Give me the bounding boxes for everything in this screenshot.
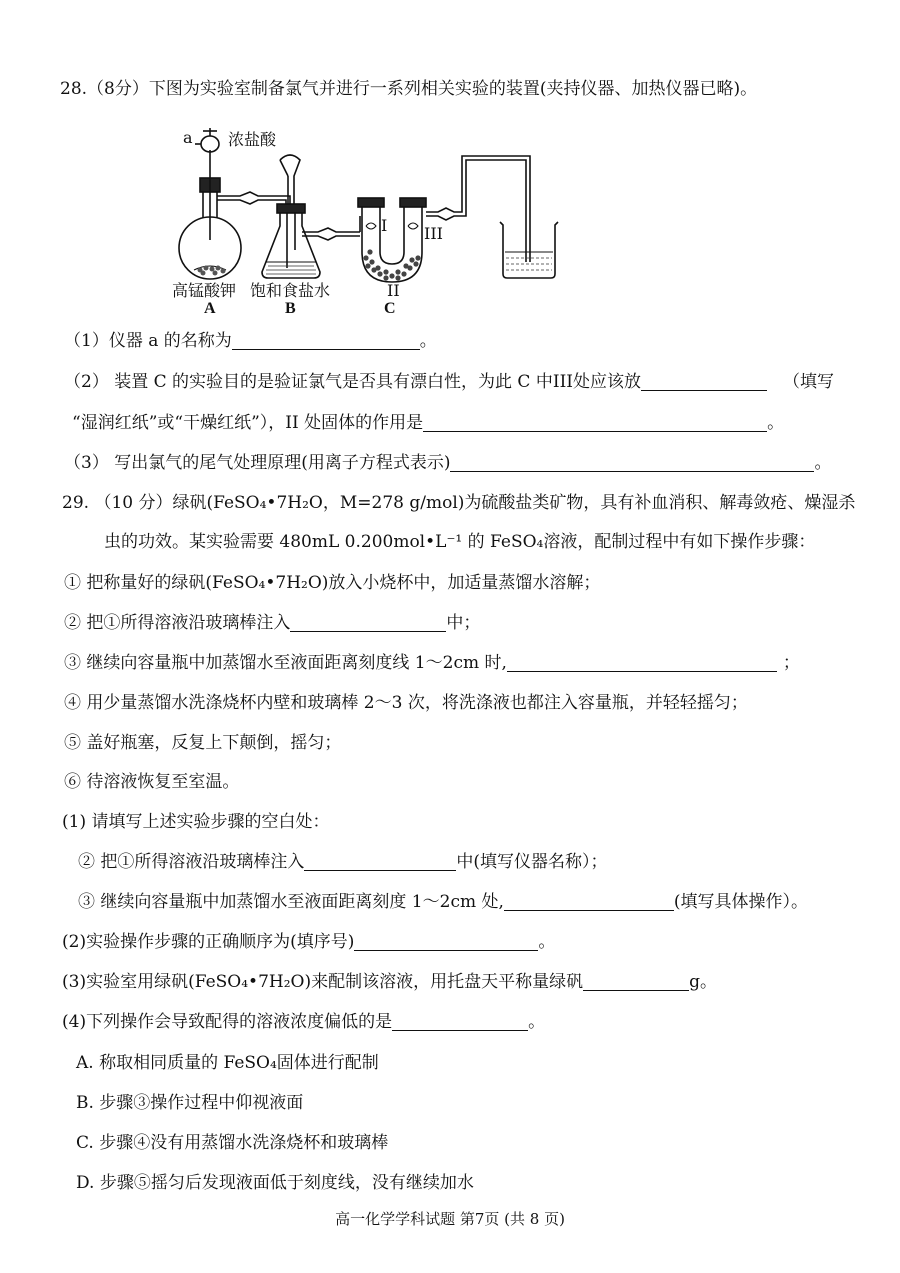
u-tube-c-icon [358,198,426,282]
q29-option-a: A. 称取相同质量的 FeSO₄固体进行配制 [76,1053,379,1073]
q29-option-d: D. 步骤⑤摇匀后发现液面低于刻度线，没有继续加水 [76,1173,474,1193]
q28-p2a-end: （填写 [783,372,834,392]
label-C: C [384,300,396,317]
q29-q4 [62,1011,545,1033]
q28-p1-text: （1）仪器 a 的名称为 [64,331,232,351]
label-a: a [183,128,193,147]
apparatus-diagram [0,0,900,330]
q29-q1a-blank[interactable] [304,852,456,871]
q29-q1a-text: ② 把①所得溶液沿玻璃棒注入 [78,852,305,872]
q28-p2a-text: （2） 装置 C 的实验目的是验证氯气是否具有漂白性，为此 C 中III处应该放 [64,372,641,392]
q28-p3-text: （3） 写出氯气的尾气处理原理(用离子方程式表示) [64,453,451,473]
q29-step2-blank[interactable] [290,613,446,632]
label-A: A [204,300,216,317]
q29-q2-end: 。 [538,932,556,952]
beaker-solution-icon [506,258,552,270]
label-II: II [387,281,400,300]
q29-q4-blank[interactable] [392,1012,528,1031]
q29-q1a-end: 中(填写仪器名称）； [456,852,608,872]
q28-p1 [64,330,437,352]
label-nacl: 饱和食盐水 [250,281,331,300]
q29-q1b-blank[interactable] [504,892,674,911]
q29-q4-text: (4)下列操作会导致配得的溶液浓度偏低的是 [62,1012,393,1032]
q29-step3-blank[interactable] [507,653,777,672]
label-III: III [424,224,443,243]
q29-q2 [62,931,555,953]
q29-q1: (1) 请填写上述实验步骤的空白处： [62,812,330,832]
flask-a-icon [179,128,241,279]
q29-intro2: 虫的功效。某实验需要 480mL 0.200mol•L⁻¹ 的 FeSO₄溶液，配制过程中有如下操作步骤： [104,532,816,552]
q28-p2b [72,412,784,434]
q29-step3 [64,652,800,674]
q28-p1-end: 。 [419,331,437,351]
page-footer: 高一化学学科试题 第7页 (共 8 页) [335,1210,565,1228]
q29-q1b-end: (填写具体操作）。 [673,892,809,912]
q29-step6: ⑥ 待溶液恢复至室温。 [64,772,240,792]
q28-p2b-blank[interactable] [423,413,767,432]
q29-step2 [64,612,480,634]
q29-q4-end: 。 [528,1012,546,1032]
label-hcl: 浓盐酸 [228,130,277,149]
q29-step3-end: ； [782,653,800,673]
q29-step1: ① 把称量好的绿矾(FeSO₄•7H₂O)放入小烧杯中，加适量蒸馏水溶解； [64,573,601,593]
q29-step4: ④ 用少量蒸馏水洗涤烧杯内壁和玻璃棒 2～3 次，将洗涤液也都注入容量瓶，并轻轻摇匀； [64,693,748,713]
q29-q1b [78,891,808,913]
label-I: I [381,216,388,235]
q29-q1a [78,851,608,873]
q29-q3-blank[interactable] [583,972,689,991]
nacl-solution-icon [266,266,316,274]
q29-q1b-text: ③ 继续向容量瓶中加蒸馏水至液面距离刻度 1～2cm 处, [78,892,504,912]
q28-title: 28.（8分）下图为实验室制备氯气并进行一系列相关实验的装置(夹持仪器、加热仪器已略)。 [60,79,758,99]
q29-option-c: C. 步骤④没有用蒸馏水洗涤烧杯和玻璃棒 [76,1133,389,1153]
q29-step2-end: 中； [446,613,481,633]
flask-b-icon [262,155,320,278]
q28-p2a [64,371,834,393]
q28-p1-blank[interactable] [232,331,420,350]
q29-step2-text: ② 把①所得溶液沿玻璃棒注入 [64,613,291,633]
q28-p2b-text: “湿润红纸”或“干燥红纸”），II 处固体的作用是 [72,413,424,433]
q28-p3 [64,452,831,474]
q29-step5: ⑤ 盖好瓶塞，反复上下颠倒，摇匀； [64,733,342,753]
label-B: B [285,300,296,317]
q29-q3-text: (3)实验室用绿矾(FeSO₄•7H₂O)来配制该溶液，用托盘天平称量绿矾 [62,972,584,992]
q28-p3-blank[interactable] [450,453,814,472]
q28-p2a-blank[interactable] [641,372,767,391]
q29-q2-blank[interactable] [354,932,538,951]
q29-q3-end: g。 [689,972,717,992]
q29-q2-text: (2)实验操作步骤的正确顺序为(填序号) [62,932,355,952]
label-kmno4: 高锰酸钾 [172,281,237,300]
q29-step3-text: ③ 继续向容量瓶中加蒸馏水至液面距离刻度线 1～2cm 时, [64,653,507,673]
q29-intro1: 29. （10 分）绿矾(FeSO₄•7H₂O，M=278 g/mol)为硫酸盐类矿物，具有补血消积、解毒敛疮、燥湿杀 [62,493,856,513]
q29-option-b: B. 步骤③操作过程中仰视液面 [76,1093,304,1113]
q28-p2b-end: 。 [767,413,785,433]
q29-q3 [62,971,717,993]
q28-p3-end: 。 [814,453,832,473]
